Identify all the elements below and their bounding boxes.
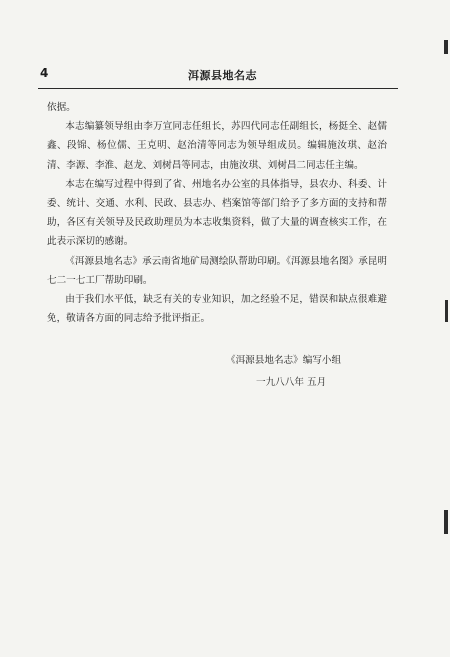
page-header [38,64,408,84]
signature-organization: 《洱源县地名志》编写小组 [226,355,342,366]
scan-edge-mark [444,510,448,534]
page-number: 4 [40,66,49,80]
signature-block [226,350,341,394]
scan-edge-mark [445,300,448,322]
paragraph-editorial-board: 本志编纂领导组由李万宣同志任组长，苏四代同志任副组长，杨挺全、赵儒鑫、段锦、杨位儒、王克明、赵治清等同志为领导组成员。编辑施汝琪、赵治清、李源、李淮、赵龙、刘树昌等同志，由施汝琪、刘树昌二同志任主编。 [47,121,387,171]
running-title: 洱源县地名志 [188,69,257,82]
paragraph-printing-credits: 《洱源县地名志》承云南省地矿局测绘队帮助印刷。《洱源县地名图》承昆明七二一七工厂帮助印刷。 [47,255,387,286]
paragraph-acknowledgements: 本志在编写过程中得到了省、州地名办公室的具体指导，县农办、科委、计委、统计、交通、水利、民政、县志办、档案馆等部门给予了多方面的支持和帮助，各区有关领导及民政助理员为本志收集资料，做了大量的调查核实工作，在此表示深切的感谢。 [47,178,387,248]
body-text [47,98,387,328]
header-rule [38,88,398,89]
signature-date: 一九八八年 五月 [256,377,327,388]
scan-edge-mark [444,40,448,54]
paragraph-continuation: 依据。 [47,102,76,113]
paragraph-disclaimer: 由于我们水平低，缺乏有关的专业知识，加之经验不足，错误和缺点很难避免，敬请各方面的同志给予批评指正。 [47,294,387,325]
